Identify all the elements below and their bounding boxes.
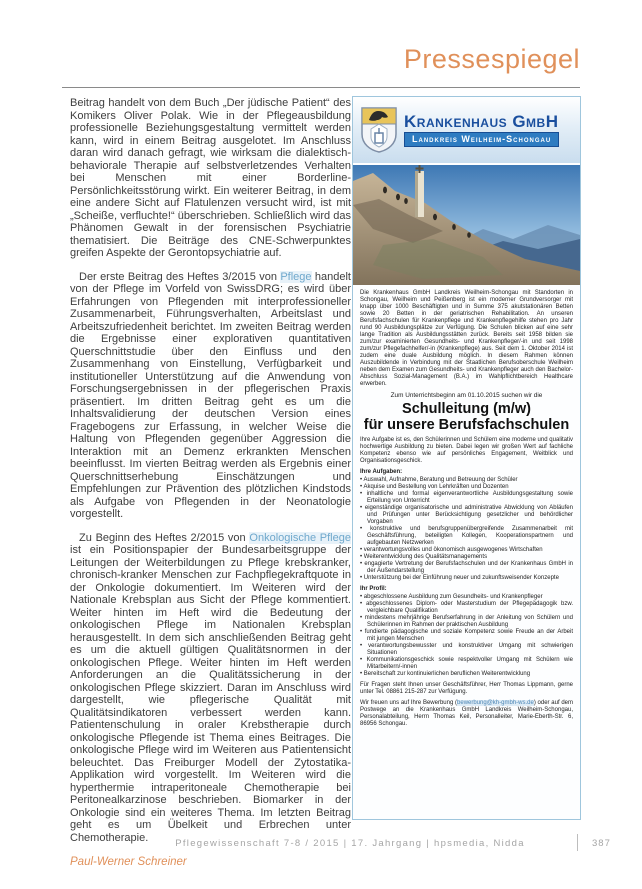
article-paragraph-1: Beitrag handelt von dem Buch „Der jüdische Patient“ des Komikers Oliver Polak. Wie in der Pflegeausbildung professionelle Beziehungsgestaltung vermittelt werden kann, wird in einem Beitrag ausgelotet. Im Anschluss daran wird danach gefragt, wie wirksam die dialektisch-behaviorale Therapie auf selbstverletzendes Verhalten bei Menschen mit einer Borderline-Persönlichkeitsstörung wirkt. Ein weiterer Beitrag, in dem eine andere Sicht auf Flatulenzen versucht wird, ist mit „Scheiße, verfluchte!“ überschrieben. Schließlich wird das Phänomen Gewalt in der forensischen Psychiatrie thematisiert. Die Beiträge des CNE-Schwerpunktes greifen Aspekte der Gerontopsychiatrie auf.	[70, 97, 351, 259]
footer-divider	[577, 834, 578, 851]
task-item: • konstruktive und berufsgruppenübergreifende Zusammenarbeit mit Geschäftsführung, beteiligten Kollegen, Kooperationspartnern und aufgebauten Netzwerken	[360, 526, 573, 547]
apply-text: Wir freuen uns auf Ihre Bewerbung (	[360, 700, 458, 706]
email-link[interactable]: bewerbung@kh-gmbh-ws.de	[457, 700, 534, 706]
task-item: • Unterstützung bei der Einführung neuer und zukunftsweisender Konzepte	[360, 575, 573, 582]
ad-headline-line1: Schulleitung (m/w)	[402, 401, 531, 417]
journal-link-onkologische-pflege[interactable]: Onkologische Pflege	[249, 531, 351, 544]
author-signature: Paul-Werner Schreiner	[70, 856, 187, 868]
ad-apply	[360, 700, 573, 728]
task-item: • engagierte Vertretung der Berufsfachschulen und der Krankenhaus GmbH in der Außendarstellung	[360, 561, 573, 575]
task-item: • Akquise und Bestellung von Lehrkräften und Dozenten	[360, 484, 573, 491]
ad-headline	[360, 401, 573, 433]
article-column	[70, 97, 351, 880]
job-ad	[352, 96, 581, 820]
task-item: • Auswahl, Aufnahme, Beratung und Betreuung der Schüler	[360, 477, 573, 484]
tasks-title: Ihre Aufgaben:	[360, 469, 403, 475]
task-item: • verantwortungsvolles und ökonomisch ausgewogenes Wirtschaften	[360, 547, 573, 554]
profile-item: • verantwortungsbewusster und konstruktiver Umgang mit schwierigen Situationen	[360, 643, 573, 657]
profile-item: • Bereitschaft zur kontinuierlichen beruflichen Weiterentwicklung	[360, 671, 573, 678]
task-item: • eigenständige organisatorische und administrative Abwicklung von Abläufen und Prüfungen unter Berücksichtigung gesetzlicher und behördlicher Vorgaben	[360, 505, 573, 526]
article-paragraph-2	[70, 271, 351, 521]
apply-text: ) oder auf dem Postwege an die Krankenhaus GmbH Landkreis Weilheim-Schongau, Personalabteilung, Herrn Thomas Keil, Personalleiter, Marie-Eberth-Str. 6, 86956 Schongau.	[360, 700, 573, 727]
profile-item: • mindestens mehrjährige Berufserfahrung in der Anleitung von Schülern und Schülerinnen im Rahmen der praktischen Ausbildung	[360, 615, 573, 629]
article-paragraph-3	[70, 532, 351, 845]
paragraph-text: Der erste Beitrag des Heftes 3/2015 von	[79, 270, 281, 283]
paragraph-text: handelt von der Pflege im Vorfeld von SwissDRG; es wird über Erfahrungen von Pflegenden mit interprofessioneller Zusammenarbeit, Führungsverhalten, Arbeitslast und Arbeitszufriedenheit berichtet. Im zweiten Beitrag werden die Ergebnisse einer explorativen quantitativen Querschnittstudie über den Einfluss und den Zusammenhang von Einstellung, Verfügbarkeit und institutioneller Unterstützung auf die Anwendung von Forschungsergebnissen in der pflegerischen Praxis präsentiert. Im dritten Beitrag geht es um die Inhaltsvalidierung der deutschen Version eines Fragebogens zur Erfassung, in welcher Weise die Haltung von Pflegenden gegenüber Aggression die Interaktion mit an Demenz erkrankten Menschen beeinflusst. Im vierten Beitrag werden als Ergebnis einer Querschnittserhebung Einschätzungen und Empfehlungen zur Prävention des plötzlichen Kindstods als Aufgabe von Pflegenden in der Neonatologie vorgestellt.	[70, 270, 351, 520]
hospital-logo	[353, 97, 580, 165]
ad-headline-line2: für unsere Berufsfachschulen	[363, 417, 570, 433]
logo-text	[404, 113, 559, 147]
district-banner: Landkreis Weilheim-Schongau	[404, 132, 559, 147]
profile-item: • abgeschlossene Ausbildung zum Gesundheits- und Krankenpfleger	[360, 594, 573, 601]
footer-journal-info: Pflegewissenschaft 7-8 / 2015 | 17. Jahrgang | hpsmedia, Nidda	[175, 838, 525, 849]
page-title: Pressespiegel	[403, 44, 580, 74]
profile-item: • fundierte pädagogische und soziale Kompetenz sowie Freude an der Arbeit mit jungen Menschen	[360, 629, 573, 643]
ad-contact: Für Fragen steht Ihnen unser Geschäftsführer, Herr Thomas Lippmann, gerne unter Tel. 08861 215-287 zur Verfügung.	[360, 682, 573, 695]
ad-body	[353, 285, 580, 728]
paragraph-text: Zu Beginn des Heftes 2/2015 von	[79, 531, 250, 544]
coat-of-arms-icon	[361, 107, 397, 153]
journal-link-pflege[interactable]: Pflege	[280, 270, 312, 283]
profile-item: • Kommunikationsgeschick sowie respektvoller Umgang mit Schülern wie Mitarbeitern/-innen	[360, 657, 573, 671]
mountain-photo	[353, 165, 580, 285]
profile-list	[360, 594, 573, 678]
ad-intro: Die Krankenhaus GmbH Landkreis Weilheim-Schongau mit Standorten in Schongau, Weilheim und Peißenberg ist ein moderner Grundversorger mit knapp über 1000 Beschäftigten und in Summe 375 akutstationären Betten sowie 20 Betten in der geriatrischen Rehabilitation. An unseren Berufsfachschulen für Krankenpflege und Krankenpflegehilfe stehen pro Jahr rund 90 Ausbildungsplätze zur Verfügung. Die Schulen blicken auf eine sehr lange Tradition als Ausbildungsstätten zurück. Bereits seit 1958 bilden sie zum/zur examinierten Gesundheits- und Krankenpfleger/-in und seit 1998 zum/zur Pflegefachhelfer/-in (Krankenpflege) aus. Seit dem 1. Oktober 2014 ist zudem eine duale Ausbildung möglich. In diesem Rahmen können Auszubildende in Verbindung mit der Staatlichen Berufsoberschule Weilheim neben dem Examen zum Gesundheits- und Krankenpfleger auch den Bachelor-Abschluss Sozial-Management (B.A.) im Wahlpflichtbereich Healthcare erwerben.	[360, 290, 573, 387]
task-item: • Weiterentwicklung des Qualitätsmanagements	[360, 554, 573, 561]
header-rule	[62, 87, 580, 88]
summit-monument	[415, 165, 424, 217]
profile-item: • abgeschlossenes Diplom- oder Masterstudium der Pflegepädagogik bzw. vergleichbare Qualifikation	[360, 601, 573, 615]
company-name: Krankenhaus GmbH	[404, 112, 559, 131]
task-item: • inhaltliche und formal eigenverantwortliche Ausbildungsgestaltung sowie Erteilung von Unterricht	[360, 491, 573, 505]
ad-pre-headline: Zum Unterrichtsbeginn am 01.10.2015 suchen wir die	[390, 392, 543, 399]
page-number: 387	[592, 838, 611, 849]
paragraph-text: ist ein Positionspapier der Bundesarbeitsgruppe der Leitungen der Weiterbildungen zu Pflege krebskranker, chronisch-kranker Menschen zur Fachpflegekraftquote in der Onkologie dokumentiert. Im Weiteren wird der Nationale Krebsplan aus Sicht der Pflege kommentiert. Weiter hinten im Heft wird die Bedeutung der onkologischen Pflege im Nationalen Krebsplan herausgestellt. In dem sich anschließenden Beitrag geht es um die aktuell gültigen Qualitätsnormen in der onkologischen Pflege. Weiter hinten im Heft werden Anforderungen an die Qualitätssicherung in der onkologischen Pflege skizziert. Daran im Anschluss wird dargestellt, wie pflegerische Qualität mit Qualitätsindikatoren verbessert werden kann. Patientenschulung in oraler Krebstherapie durch onkologische Pflegende ist Thema eines Beitrages. Die onkologische Pflege wird im Weiteren aus Patientensicht beleuchtet. Das Freiburger Modell der Zytostatika-Applikation wird vorgestellt. Im Weiteren wird die hyperthermie intraperitoneale Chemotherapie bei Peritonealkarzinose beschrieben. Biomarker in der Onkologie sind ein weiteres Thema. Im letzten Beitrag geht es um Übelkeit und Erbrechen unter Chemotherapie.	[70, 544, 351, 844]
tasks-list	[360, 477, 573, 582]
ad-mission: Ihre Aufgabe ist es, den Schülerinnen und Schülern eine moderne und qualitativ hochwertige Ausbildung zu bieten. Dabei legen wir großen Wert auf fachliche Kompetenz ebenso wie auf persönliches Engagement, Weitblick und Organisationsgeschick.	[360, 437, 573, 464]
profile-title: Ihr Profil:	[360, 586, 387, 592]
